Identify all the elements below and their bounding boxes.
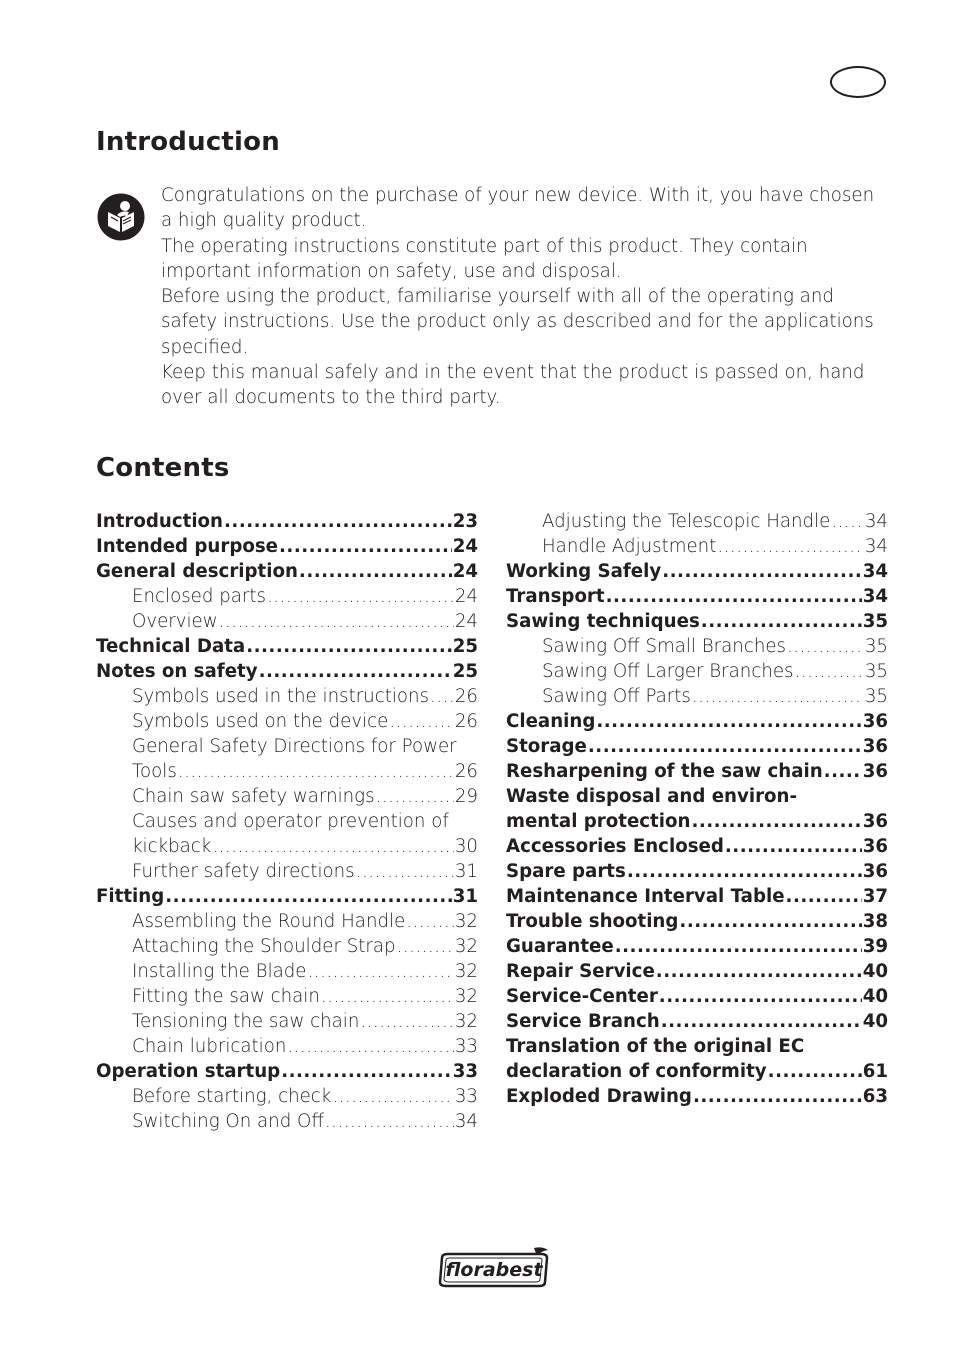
toc-dot-leader [287,1034,453,1059]
toc-dot-leader [661,1009,862,1034]
toc-subentry [96,784,478,809]
toc-entry [506,559,888,584]
toc-dot-leader [299,559,452,584]
toc-entry-title: Before starting, check [132,1086,332,1107]
toc-dot-leader [662,559,861,584]
toc-dot-leader [615,934,862,959]
toc-subentry [96,1034,478,1059]
toc-entry-title: Enclosed parts [132,586,266,607]
toc-entry-title: Tools [132,761,177,782]
toc-entry [506,759,888,784]
toc-entry-title: General Safety Directions for Power [132,736,457,757]
toc-entry-title: Cleaning [506,711,596,732]
toc-entry-title: Chain lubrication [132,1036,287,1057]
toc-entry-title: Chain saw safety warnings [132,786,375,807]
toc-dot-leader [246,634,451,659]
toc-entry-title: Spare parts [506,861,626,882]
toc-dot-leader [224,509,452,534]
toc-page-number: 40 [862,986,888,1007]
toc-page-number: 37 [862,886,888,907]
toc-entry [506,884,888,909]
toc-entry [96,884,478,909]
toc-page-number: 32 [454,961,478,982]
toc-dot-leader [768,1059,862,1084]
toc-dot-leader [824,759,862,784]
toc-entry-title: Overview [132,611,218,632]
florabest-logo [438,1244,551,1290]
toc-entry-title: Symbols used on the device [132,711,389,732]
toc-subentry [96,1084,478,1109]
toc-dot-leader [692,684,864,709]
toc-entry-title: Fitting the saw chain [132,986,320,1007]
toc-entry-title: Translation of the original EC [506,1036,805,1057]
toc-entry-title: Repair Service [506,961,655,982]
toc-entry-title: declaration of conformity [506,1061,767,1082]
toc-entry-title: Transport [506,586,605,607]
toc-page-number: 34 [864,511,888,532]
toc-dot-leader [389,709,454,734]
intro-paragraph: Before using the product, familiarise yourself with all of the operating and safety instructions. Use the product only as described and for the applications specified. [161,286,874,358]
toc-subentry [506,684,888,709]
toc-dot-leader [795,659,864,684]
toc-entry-title: Service Branch [506,1011,660,1032]
contents-heading: Contents [96,453,230,483]
toc-entry [96,634,478,659]
toc-subentry [96,934,478,959]
toc-dot-leader [178,759,454,784]
toc-entry [506,1059,888,1084]
toc-entry [506,934,888,959]
toc-page-number: 36 [862,736,888,757]
toc-entry-title: Technical Data [96,636,246,657]
logo-text: florabest [445,1259,543,1281]
toc-entry-title: mental protection [506,811,691,832]
toc-page-number: 25 [452,661,478,682]
toc-page-number: 24 [452,561,478,582]
toc-entry [506,584,888,609]
toc-subentry [96,909,478,934]
toc-dot-leader [406,909,454,934]
toc-entry-title: Symbols used in the instructions [132,686,430,707]
toc-page-number: 63 [862,1086,888,1107]
toc-entry-title: Handle Adjustment [542,536,717,557]
toc-subentry [96,1009,478,1034]
toc-entry-title: Service-Center [506,986,658,1007]
toc-subentry [96,734,478,759]
language-badge [830,66,886,98]
toc-dot-leader [321,984,454,1009]
toc-dot-leader [691,809,861,834]
toc-page-number: 26 [454,686,478,707]
toc-dot-leader [397,934,454,959]
toc-entry-title: Attaching the Shoulder Strap [132,936,396,957]
intro-paragraph: Keep this manual safely and in the event that the product is passed on, hand over all documents to the third party. [161,362,865,409]
toc-subentry [96,959,478,984]
toc-subentry [506,659,888,684]
toc-subentry [506,534,888,559]
toc-dot-leader [430,684,454,709]
toc-entry-title: Exploded Drawing [506,1086,692,1107]
toc-entry-title: Resharpening of the saw chain [506,761,823,782]
toc-page-number: 30 [454,836,478,857]
toc-entry-title: Operation startup [96,1061,281,1082]
toc-left-column [96,509,478,1134]
toc-entry-title: Trouble shooting [506,911,679,932]
toc-page-number: 32 [454,986,478,1007]
read-manual-icon [96,192,146,242]
toc-page-number: 26 [454,761,478,782]
toc-page-number: 36 [862,811,888,832]
toc-page-number: 35 [864,686,888,707]
toc-entry-title: kickback [132,836,212,857]
toc-dot-leader [627,859,862,884]
toc-entry [506,909,888,934]
toc-page-number: 36 [862,761,888,782]
toc-dot-leader [279,534,452,559]
intro-paragraph: Congratulations on the purchase of your new device. With it, you have chosen a high quality product. [161,185,875,232]
toc-entry [506,809,888,834]
toc-page-number: 31 [452,886,478,907]
toc-entry-title: Intended purpose [96,536,279,557]
toc-subentry [96,984,478,1009]
toc-page-number: 39 [862,936,888,957]
toc-entry-title: Tensioning the saw chain [132,1011,360,1032]
toc-page-number: 34 [454,1111,478,1132]
toc-subentry [506,509,888,534]
toc-entry-title: Assembling the Round Handle [132,911,406,932]
toc-entry-title: Storage [506,736,587,757]
toc-entry-title: Causes and operator prevention of [132,811,449,832]
toc-entry-title: Sawing Off Small Branches [542,636,787,657]
toc-page-number: 36 [862,711,888,732]
toc-page-number: 36 [862,861,888,882]
intro-paragraph: The operating instructions constitute part of this product. They contain important information on safety, use and disposal. [161,235,808,282]
toc-page-number: 32 [454,911,478,932]
toc-entry [506,834,888,859]
toc-entry [96,1059,478,1084]
toc-dot-leader [679,909,861,934]
toc-page-number: 40 [862,961,888,982]
toc-page-number: 24 [454,586,478,607]
toc-entry [506,984,888,1009]
toc-subentry [96,584,478,609]
toc-page-number: 23 [452,511,478,532]
toc-entry [96,559,478,584]
toc-dot-leader [332,1084,454,1109]
toc-page-number: 26 [454,711,478,732]
toc-entry-title: Maintenance Interval Table [506,886,785,907]
toc-entry-title: General description [96,561,298,582]
toc-entry [96,659,478,684]
toc-dot-leader [219,609,454,634]
toc-entry-title: Notes on safety [96,661,258,682]
toc-page-number: 61 [862,1061,888,1082]
toc-dot-leader [701,609,862,634]
toc-dot-leader [281,1059,452,1084]
toc-page-number: 34 [864,536,888,557]
toc-entry [506,1009,888,1034]
toc-page-number: 24 [454,611,478,632]
toc-subentry [96,684,478,709]
introduction-text [161,183,891,411]
toc-dot-leader [787,634,864,659]
toc-right-column [506,509,888,1109]
toc-entry-title: Working Safely [506,561,662,582]
toc-subentry [506,634,888,659]
toc-dot-leader [717,534,864,559]
toc-dot-leader [693,1084,862,1109]
toc-dot-leader [659,984,862,1009]
toc-dot-leader [376,784,454,809]
toc-subentry [96,834,478,859]
toc-subentry [96,1109,478,1134]
toc-dot-leader [259,659,452,684]
toc-entry [506,959,888,984]
toc-entry-title: Fitting [96,886,165,907]
toc-entry-title: Switching On and Off [132,1111,324,1132]
toc-entry [96,534,478,559]
toc-page-number: 35 [864,636,888,657]
toc-page-number: 33 [452,1061,478,1082]
toc-page-number: 32 [454,1011,478,1032]
toc-entry-title: Installing the Blade [132,961,307,982]
toc-page-number: 36 [862,836,888,857]
toc-entry [506,734,888,759]
toc-dot-leader [831,509,864,534]
toc-dot-leader [212,834,454,859]
toc-dot-leader [656,959,862,984]
toc-page-number: 25 [452,636,478,657]
toc-subentry [96,859,478,884]
toc-entry-title: Guarantee [506,936,614,957]
toc-entry [506,609,888,634]
toc-subentry [96,809,478,834]
toc-entry [96,509,478,534]
toc-page-number: 29 [454,786,478,807]
toc-entry-title: Sawing techniques [506,611,700,632]
toc-entry-title: Accessories Enclosed [506,836,724,857]
toc-dot-leader [588,734,862,759]
toc-entry [506,1034,888,1059]
toc-dot-leader [596,709,861,734]
toc-entry [506,784,888,809]
toc-dot-leader [267,584,454,609]
toc-page-number: 31 [454,861,478,882]
toc-entry-title: Adjusting the Telescopic Handle [542,511,831,532]
toc-dot-leader [356,859,454,884]
toc-subentry [96,609,478,634]
toc-subentry [96,759,478,784]
toc-page-number: 35 [862,611,888,632]
toc-page-number: 34 [862,586,888,607]
toc-entry-title: Sawing Off Parts [542,686,691,707]
toc-entry [506,859,888,884]
toc-dot-leader [308,959,454,984]
toc-page-number: 33 [454,1086,478,1107]
toc-page-number: 40 [862,1011,888,1032]
toc-page-number: 24 [452,536,478,557]
toc-entry-title: Waste disposal and environ- [506,786,798,807]
toc-entry [506,709,888,734]
toc-subentry [96,709,478,734]
toc-dot-leader [165,884,451,909]
toc-dot-leader [725,834,862,859]
introduction-heading: Introduction [96,127,280,157]
toc-page-number: 33 [454,1036,478,1057]
toc-dot-leader [786,884,862,909]
toc-page-number: 32 [454,936,478,957]
toc-entry [506,1084,888,1109]
toc-page-number: 34 [862,561,888,582]
toc-dot-leader [606,584,862,609]
toc-entry-title: Sawing Off Larger Branches [542,661,794,682]
toc-page-number: 35 [864,661,888,682]
toc-dot-leader [360,1009,453,1034]
toc-entry-title: Further safety directions [132,861,355,882]
toc-page-number: 38 [862,911,888,932]
toc-dot-leader [325,1109,454,1134]
toc-entry-title: Introduction [96,511,223,532]
